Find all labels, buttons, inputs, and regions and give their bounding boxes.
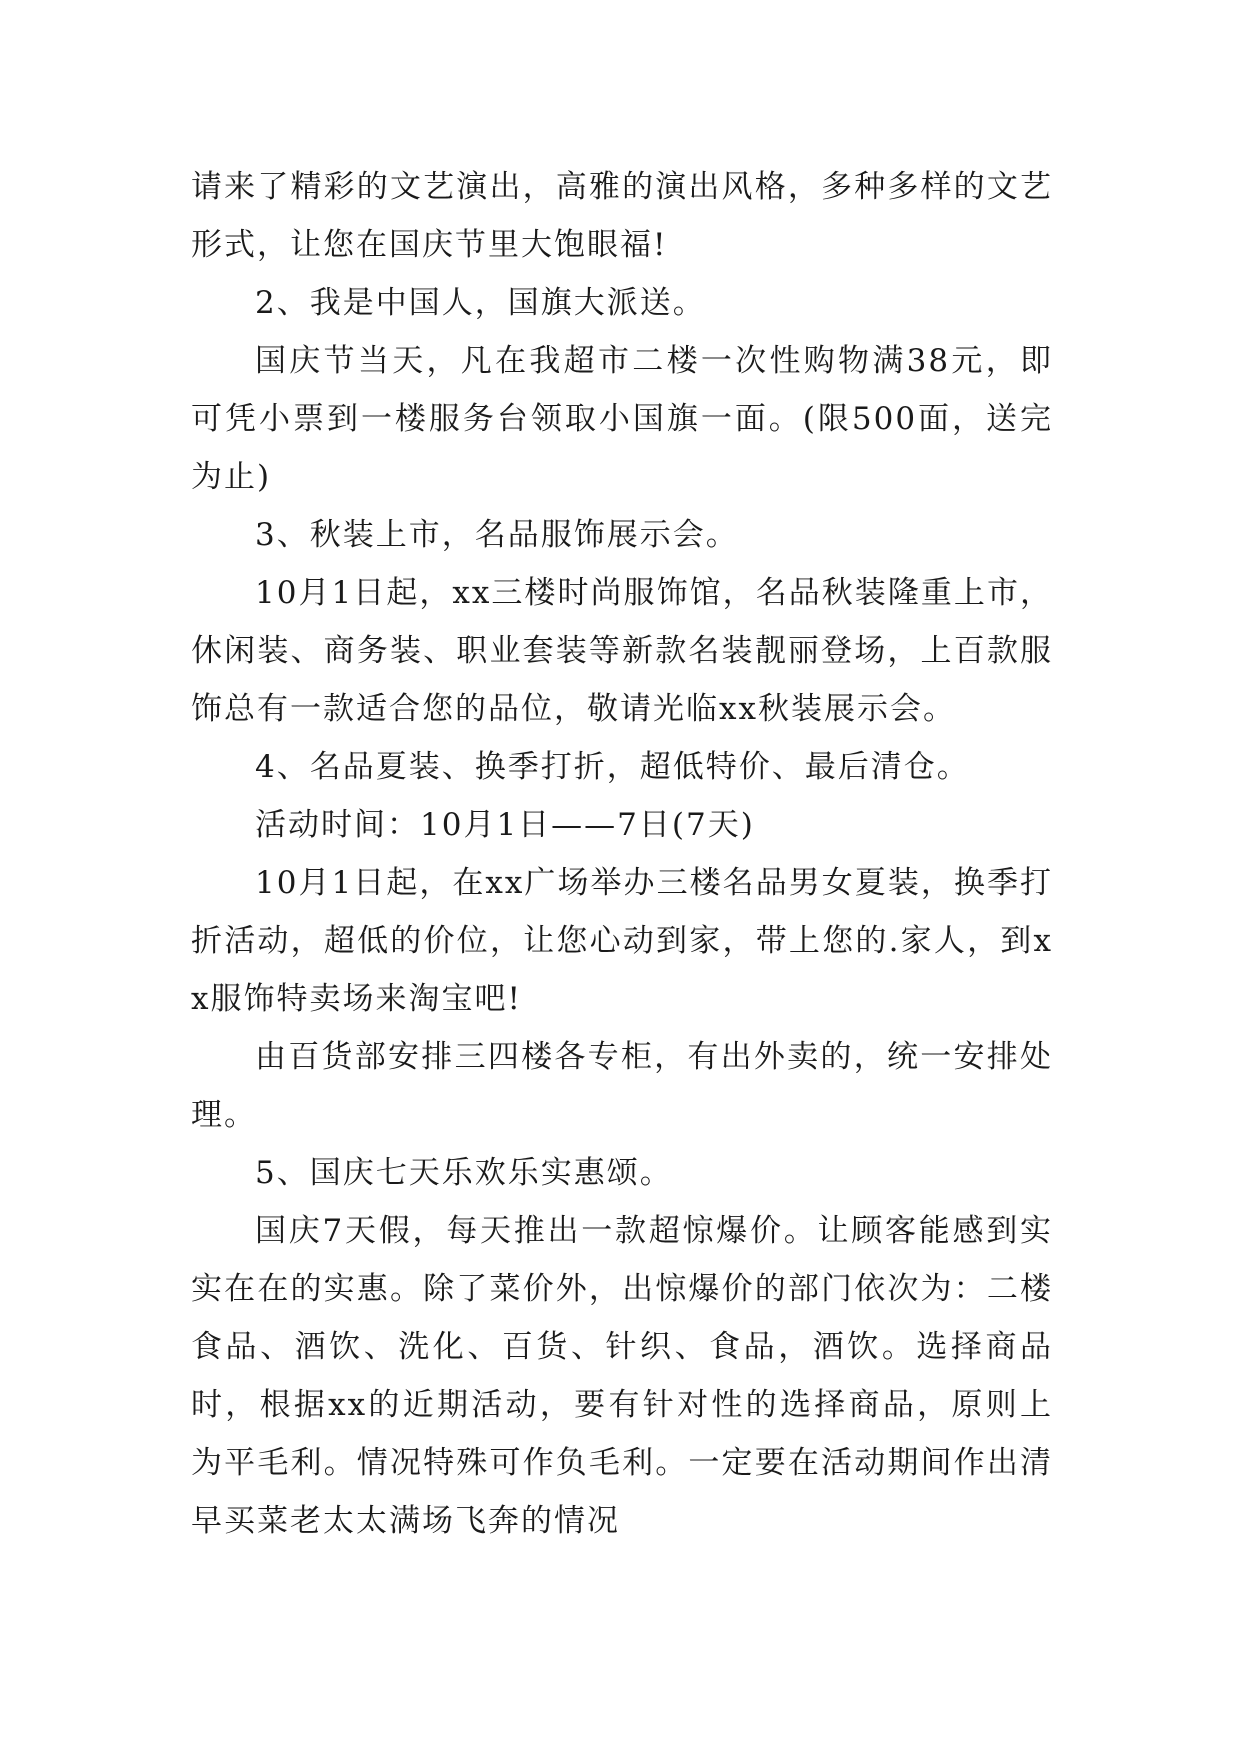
document-body — [191, 158, 1053, 1550]
paragraph: 4、名品夏装、换季打折，超低特价、最后清仓。 — [255, 749, 970, 785]
paragraph: 5、国庆七天乐欢乐实惠颂。 — [255, 1155, 673, 1191]
paragraph: 国庆节当天，凡在我超市二楼一次性购物满38元，即可凭小票到一楼服务台领取小国旗一面。(限500面，送完为止) — [191, 343, 1053, 495]
paragraph: 国庆7天假，每天推出一款超惊爆价。让顾客能感到实实在在的实惠。除了菜价外，出惊爆价的部门依次为：二楼食品、酒饮、洗化、百货、针织、食品，酒饮。选择商品时，根据xx的近期活动，要有针对性的选择商品，原则上为平毛利。情况特殊可作负毛利。一定要在活动期间作出清早买菜老太太满场飞奔的情况 — [191, 1213, 1053, 1539]
paragraph: 3、秋装上市，名品服饰展示会。 — [255, 517, 739, 553]
paragraph: 10月1日起，xx三楼时尚服饰馆，名品秋装隆重上市，休闲装、商务装、职业套装等新款名装靓丽登场，上百款服饰总有一款适合您的品位，敬请光临xx秋装展示会。 — [191, 575, 1053, 727]
paragraph: 由百货部安排三四楼各专柜，有出外卖的，统一安排处理。 — [191, 1039, 1053, 1133]
paragraph: 2、我是中国人，国旗大派送。 — [255, 285, 706, 321]
paragraph: 请来了精彩的文艺演出，高雅的演出风格，多种多样的文艺形式，让您在国庆节里大饱眼福! — [191, 169, 1053, 263]
paragraph: 10月1日起，在xx广场举办三楼名品男女夏装，换季打折活动，超低的价位，让您心动到家，带上您的.家人，到xx服饰特卖场来淘宝吧! — [191, 865, 1053, 1017]
paragraph: 活动时间：10月1日——7日(7天) — [255, 807, 755, 843]
